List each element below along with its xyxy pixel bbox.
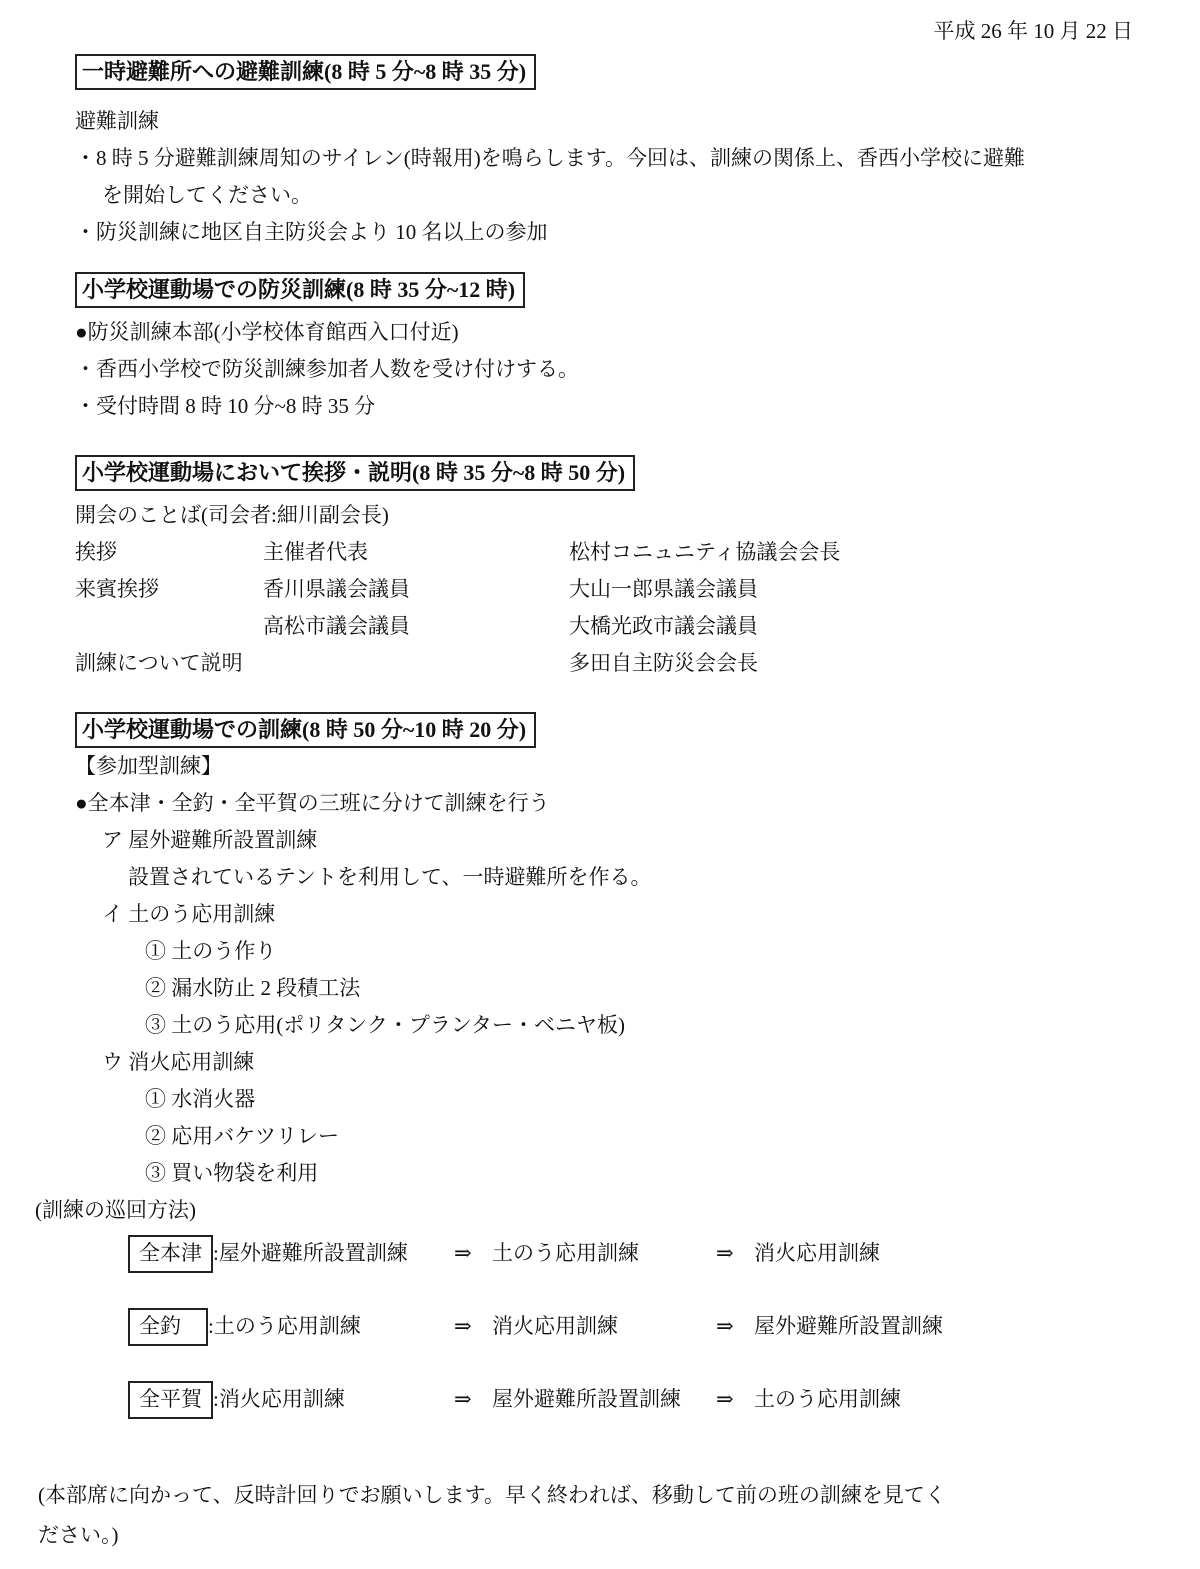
group-name-box: 全本津 xyxy=(128,1235,213,1273)
greeting-row xyxy=(75,571,1135,608)
section2-hq-line: ●防災訓練本部(小学校体育館西入口付近) xyxy=(75,320,459,344)
greeting-row xyxy=(75,534,1135,571)
greeting-person: 大山一郎県議会議員 xyxy=(569,577,758,601)
greeting-speaker: 高松市議会議員 xyxy=(263,614,410,638)
rotation-title: (訓練の巡回方法) xyxy=(35,1198,196,1222)
rotation-second-drill: 屋外避難所設置訓練 xyxy=(492,1387,681,1411)
arrow-right-icon: ⇒ xyxy=(716,1387,734,1411)
drill-u-item-3: ③ 買い物袋を利用 xyxy=(145,1161,319,1185)
section3 xyxy=(75,455,1135,491)
section3-body xyxy=(75,497,1135,682)
greeting-person: 松村コニュニティ協議会会長 xyxy=(569,540,841,564)
section4-heading: 小学校運動場での訓練(8 時 50 分~10 時 20 分) xyxy=(75,712,536,748)
rotation-row-zentsuri xyxy=(128,1308,1135,1348)
drill-i-item-3: ③ 土のう応用(ポリタンク・プランター・ベニヤ板) xyxy=(145,1013,625,1037)
rotation-first-drill: :屋外避難所設置訓練 xyxy=(213,1241,408,1265)
drill-i-item-1: ① 土のう作り xyxy=(145,939,277,963)
section3-heading: 小学校運動場において挨拶・説明(8 時 35 分~8 時 50 分) xyxy=(75,455,635,491)
section3-opening-words: 開会のことば(司会者:細川副会長) xyxy=(75,503,389,527)
group-split-line: ●全本津・全釣・全平賀の三班に分けて訓練を行う xyxy=(75,791,550,815)
greeting-speaker: 香川県議会議員 xyxy=(263,577,410,601)
greeting-row xyxy=(75,608,1135,645)
participation-type-label: 【参加型訓練】 xyxy=(75,754,222,778)
group-name-box: 全平賀 xyxy=(128,1381,213,1419)
greeting-speaker xyxy=(263,645,569,682)
greeting-speaker: 主催者代表 xyxy=(263,540,368,564)
rotation-first-drill: :土のう応用訓練 xyxy=(208,1314,361,1338)
rotation-row-zenhiraga xyxy=(128,1381,1135,1421)
drill-u-title: ウ 消火応用訓練 xyxy=(102,1050,255,1074)
section1-bullet-siren-cont: を開始してください。 xyxy=(102,183,312,207)
drill-u-item-1: ① 水消火器 xyxy=(145,1087,256,1111)
closing-note-line-1: (本部席に向かって、反時計回りでお願いします。早く終われば、移動して前の班の訓練を見てく xyxy=(38,1483,946,1507)
section2 xyxy=(75,272,1135,308)
rotation-third-drill: 屋外避難所設置訓練 xyxy=(754,1314,943,1338)
greeting-role: 挨拶 xyxy=(75,540,117,564)
section1-bullet-siren: ・8 時 5 分避難訓練周知のサイレン(時報用)を鳴らします。今回は、訓練の関係上、香西小学校に避難 xyxy=(75,146,1026,170)
greeting-role: 訓練について説明 xyxy=(75,651,243,675)
rotation-third-drill: 土のう応用訓練 xyxy=(754,1387,901,1411)
rotation-second-drill: 消火応用訓練 xyxy=(492,1314,618,1338)
closing-note-line-2: ださい。) xyxy=(38,1523,119,1547)
section2-body xyxy=(75,314,1135,425)
section2-heading: 小学校運動場での防災訓練(8 時 35 分~12 時) xyxy=(75,272,525,308)
section1-bullet-participants: ・防災訓練に地区自主防災会より 10 名以上の参加 xyxy=(75,220,548,244)
section1-heading: 一時避難所への避難訓練(8 時 5 分~8 時 35 分) xyxy=(75,54,536,90)
section2-reception-time: ・受付時間 8 時 10 分~8 時 35 分 xyxy=(75,394,376,418)
drill-a-description: 設置されているテントを利用して、一時避難所を作る。 xyxy=(128,865,652,889)
drill-a-title: ア 屋外避難所設置訓練 xyxy=(102,828,318,852)
document-date: 平成 26 年 10 月 22 日 xyxy=(933,19,1133,43)
section4 xyxy=(75,712,1135,748)
greeting-role xyxy=(75,608,263,645)
drill-i-item-2: ② 漏水防止 2 段積工法 xyxy=(145,976,361,1000)
arrow-right-icon: ⇒ xyxy=(454,1387,472,1411)
arrow-right-icon: ⇒ xyxy=(716,1241,734,1265)
section4-body xyxy=(75,748,1135,1192)
greeting-row xyxy=(75,645,1135,682)
group-name-box: 全釣 xyxy=(128,1308,208,1346)
arrow-right-icon: ⇒ xyxy=(716,1314,734,1338)
section1-body xyxy=(75,103,1135,251)
arrow-right-icon: ⇒ xyxy=(454,1241,472,1265)
rotation-row-zenhonzu xyxy=(128,1235,1135,1275)
greeting-person: 多田自主防災会会長 xyxy=(569,651,758,675)
greeting-role: 来賓挨拶 xyxy=(75,577,159,601)
section2-reception-line: ・香西小学校で防災訓練参加者人数を受け付けする。 xyxy=(75,357,579,381)
greeting-person: 大橋光政市議会議員 xyxy=(569,614,758,638)
closing-note xyxy=(38,1475,1135,1555)
section1-subtitle: 避難訓練 xyxy=(75,109,159,133)
arrow-right-icon: ⇒ xyxy=(454,1314,472,1338)
section1 xyxy=(75,54,1135,90)
rotation-third-drill: 消火応用訓練 xyxy=(754,1241,880,1265)
drill-u-item-2: ② 応用バケツリレー xyxy=(145,1124,340,1148)
rotation-second-drill: 土のう応用訓練 xyxy=(492,1241,639,1265)
rotation-first-drill: :消火応用訓練 xyxy=(213,1387,345,1411)
drill-i-title: イ 土のう応用訓練 xyxy=(102,902,276,926)
